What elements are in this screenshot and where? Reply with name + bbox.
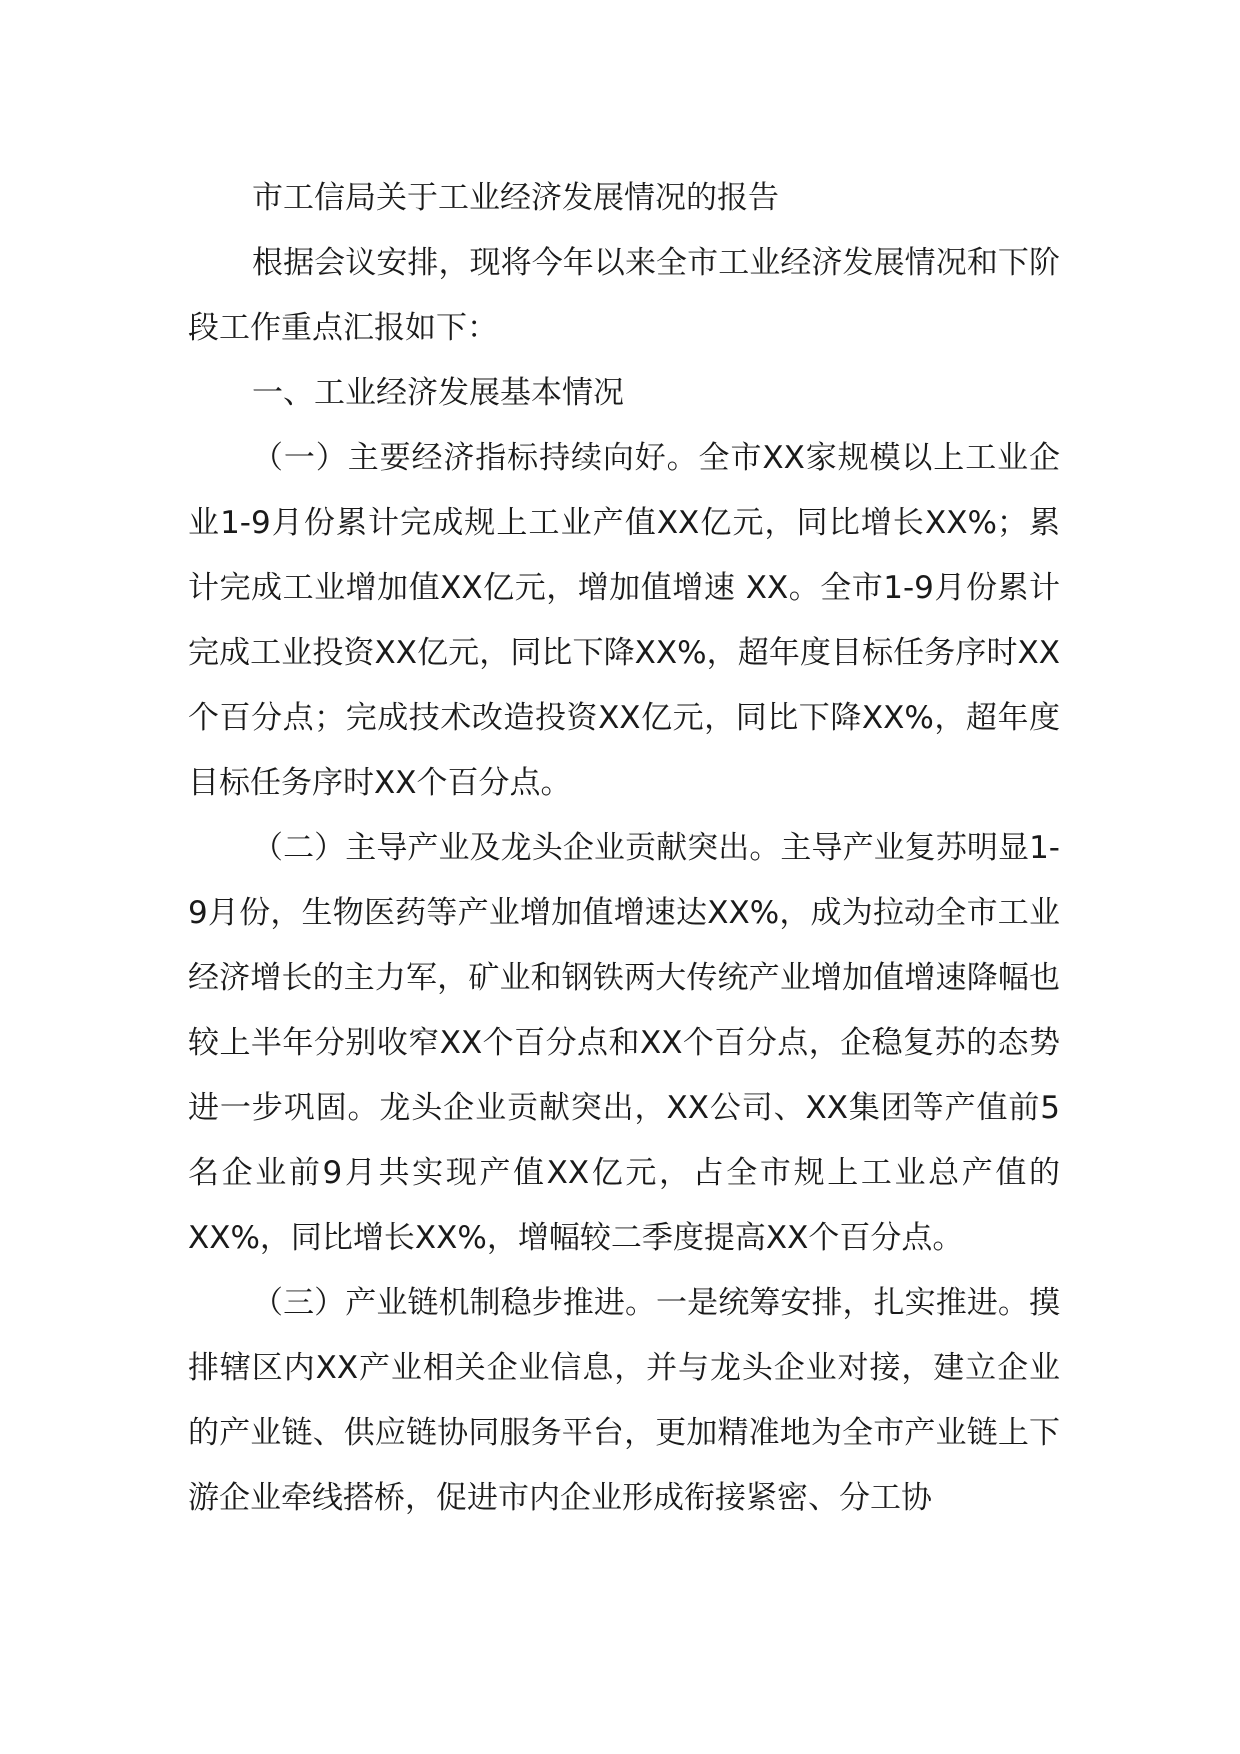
section-heading-1: 一、工业经济发展基本情况 <box>252 375 624 411</box>
paragraph-indicators: （一）主要经济指标持续向好。全市XX家规模以上工业企业1-9月份累计完成规上工业产值XX亿元，同比增长XX%；累计完成工业增加值XX亿元，增加值增速 XX。全市1-9月份累计完成工业投资XX亿元，同比下降XX%，超年度目标任务序时XX个百分点；完成技术改造投资XX亿元，同比下降XX%，超年度目标任务序时XX个百分点。 <box>188 440 1060 801</box>
document-title: 市工信局关于工业经济发展情况的报告 <box>252 180 779 216</box>
paragraph-leading-industries: （二）主导产业及龙头企业贡献突出。主导产业复苏明显1-9月份，生物医药等产业增加值增速达XX%，成为拉动全市工业经济增长的主力军，矿业和钢铁两大传统产业增加值增速降幅也较上半年分别收窄XX个百分点和XX个百分点，企稳复苏的态势进一步巩固。龙头企业贡献突出，XX公司、XX集团等产值前5名企业前9月共实现产值XX亿元，占全市规上工业总产值的XX%，同比增长XX%，增幅较二季度提高XX个百分点。 <box>188 830 1060 1256</box>
document-body <box>188 166 1060 1531</box>
paragraph-industry-chain: （三）产业链机制稳步推进。一是统筹安排，扎实推进。摸排辖区内XX产业相关企业信息，并与龙头企业对接，建立企业的产业链、供应链协同服务平台，更加精准地为全市产业链上下游企业牵线搭桥，促进市内企业形成衔接紧密、分工协 <box>188 1285 1060 1516</box>
intro-paragraph: 根据会议安排，现将今年以来全市工业经济发展情况和下阶段工作重点汇报如下： <box>188 245 1060 346</box>
